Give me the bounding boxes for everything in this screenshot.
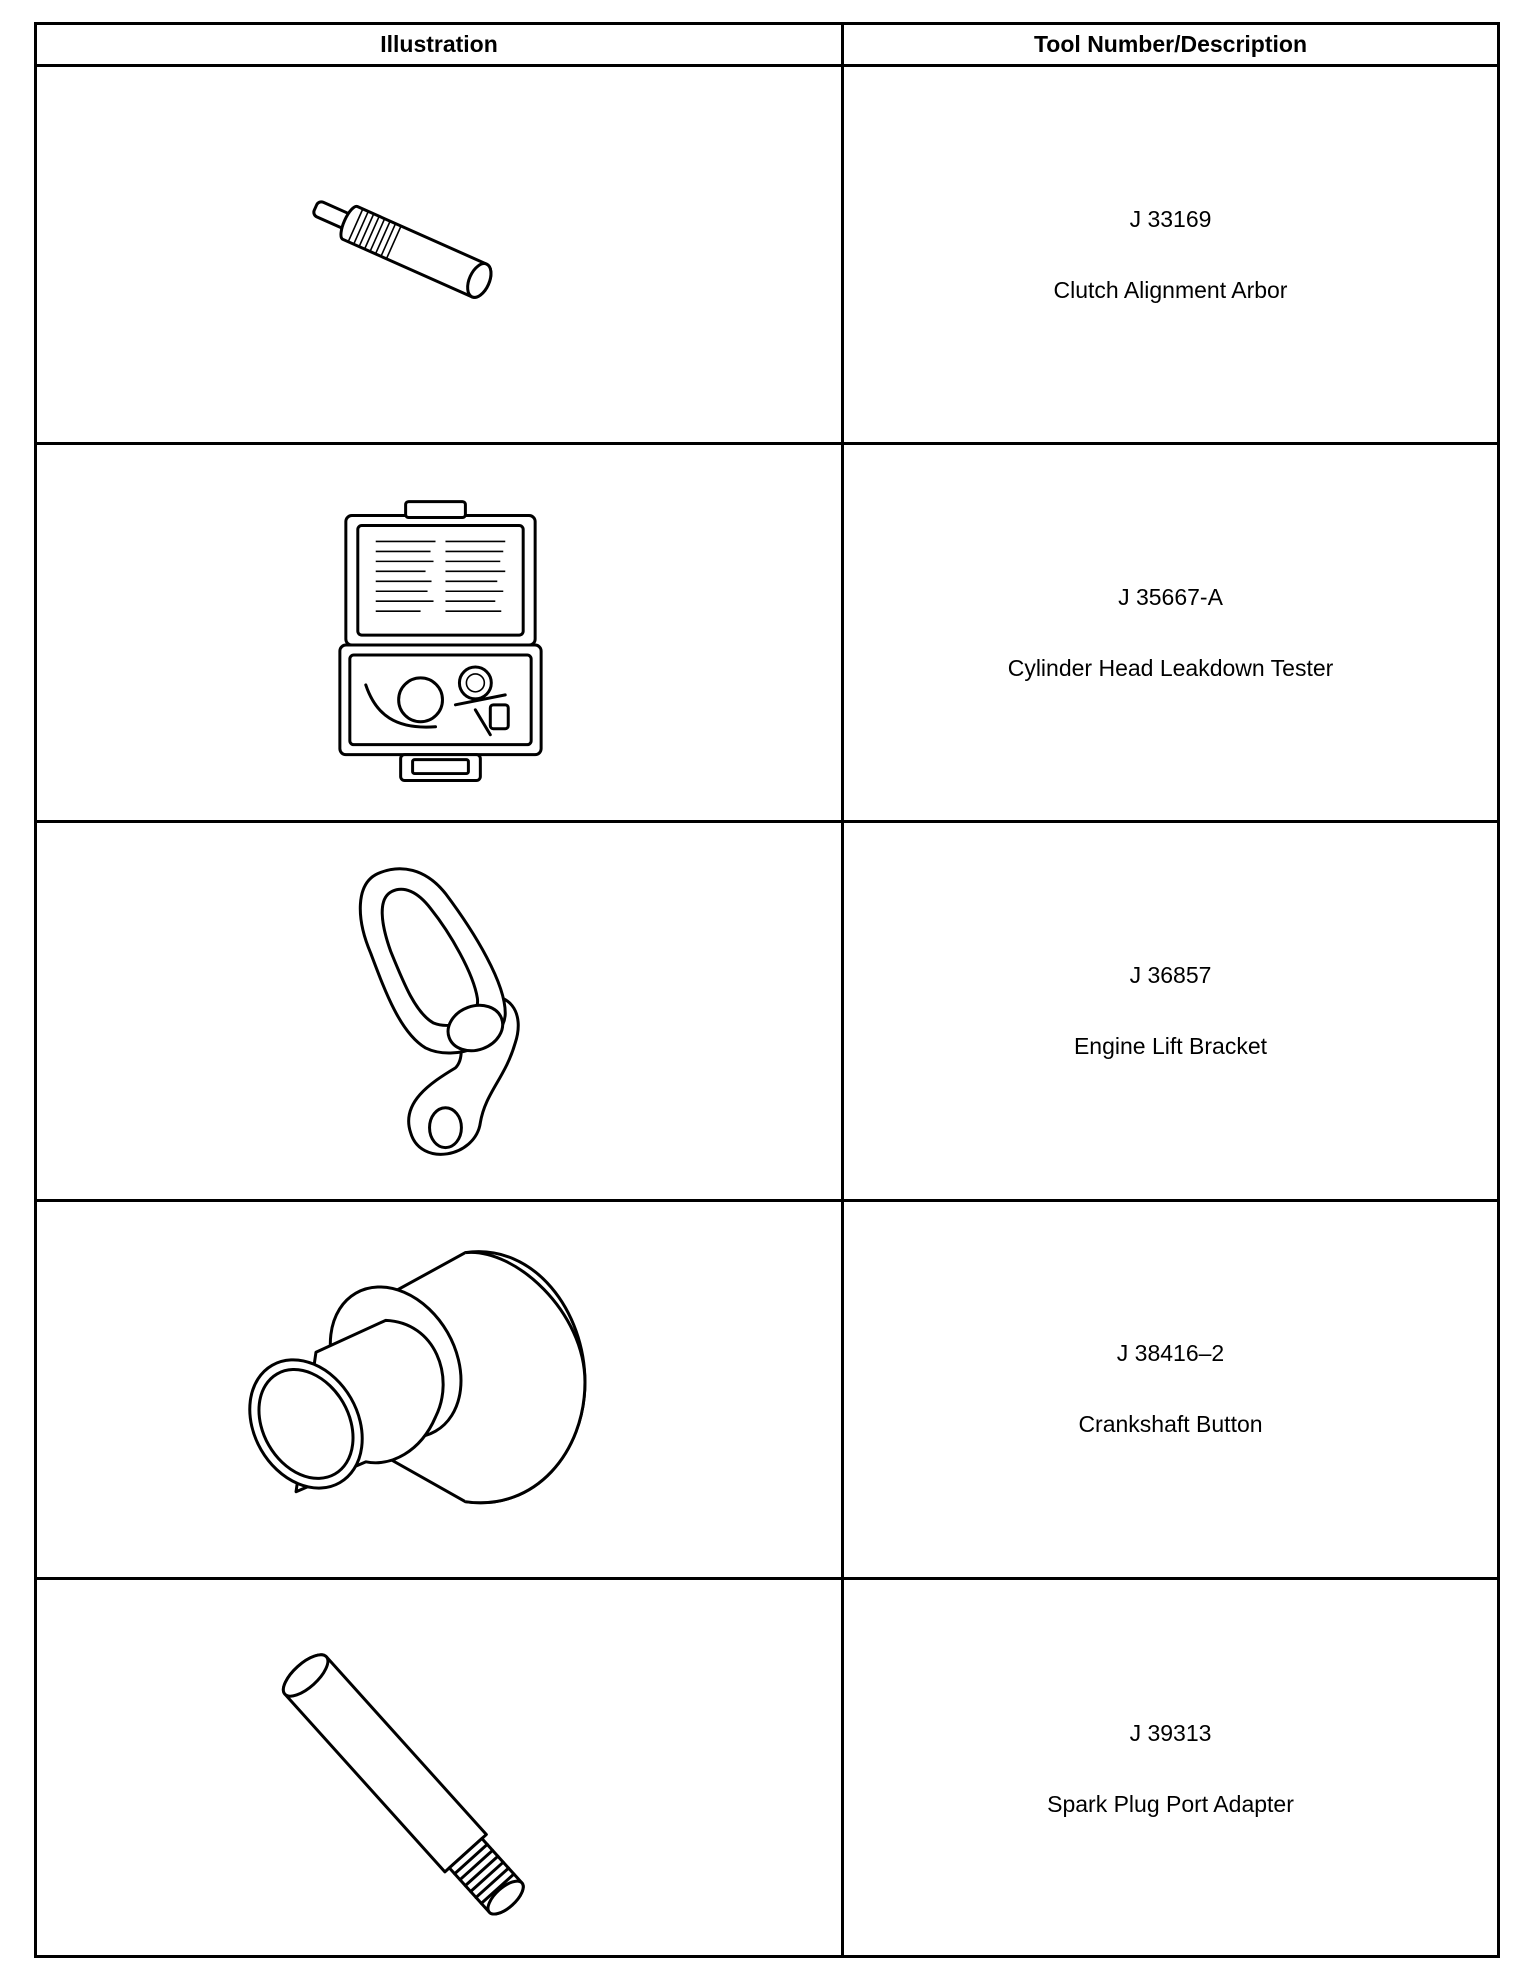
description-cell xyxy=(844,445,1497,820)
tool-description: Spark Plug Port Adapter xyxy=(1047,1790,1294,1817)
special-tools-table xyxy=(34,22,1500,1958)
table-row xyxy=(37,823,1497,1201)
illustration-cell xyxy=(37,1202,844,1577)
tool-description: Clutch Alignment Arbor xyxy=(1053,276,1288,303)
illustration-cell xyxy=(37,823,844,1198)
illustration-cell xyxy=(37,445,844,820)
description-cell xyxy=(844,1580,1497,1958)
tool-number: J 36857 xyxy=(1129,961,1212,988)
clutch-alignment-arbor-icon xyxy=(37,67,841,442)
tool-number: J 33169 xyxy=(1129,205,1212,232)
tool-number: J 38416–2 xyxy=(1116,1340,1225,1367)
tool-description: Engine Lift Bracket xyxy=(1073,1032,1268,1059)
table-row xyxy=(37,1580,1497,1958)
table-row xyxy=(37,1202,1497,1580)
description-cell xyxy=(844,1202,1497,1577)
engine-lift-bracket-icon xyxy=(37,823,841,1198)
tool-number: J 39313 xyxy=(1129,1719,1212,1746)
spark-plug-port-adapter-icon xyxy=(37,1580,841,1958)
tool-description: Crankshaft Button xyxy=(1078,1411,1263,1438)
tool-number: J 35667-A xyxy=(1118,583,1223,610)
description-cell xyxy=(844,823,1497,1198)
illustration-cell xyxy=(37,67,844,442)
table-row xyxy=(37,67,1497,445)
header-tool-number-description: Tool Number/Description xyxy=(1033,31,1308,57)
table-header-row xyxy=(37,25,1497,67)
table-row xyxy=(37,445,1497,823)
header-illustration: Illustration xyxy=(37,25,844,64)
leakdown-tester-case-icon xyxy=(37,445,841,820)
tool-description: Cylinder Head Leakdown Tester xyxy=(1007,654,1334,681)
crankshaft-button-icon xyxy=(37,1202,841,1577)
illustration-cell xyxy=(37,1580,844,1958)
description-cell xyxy=(844,67,1497,442)
